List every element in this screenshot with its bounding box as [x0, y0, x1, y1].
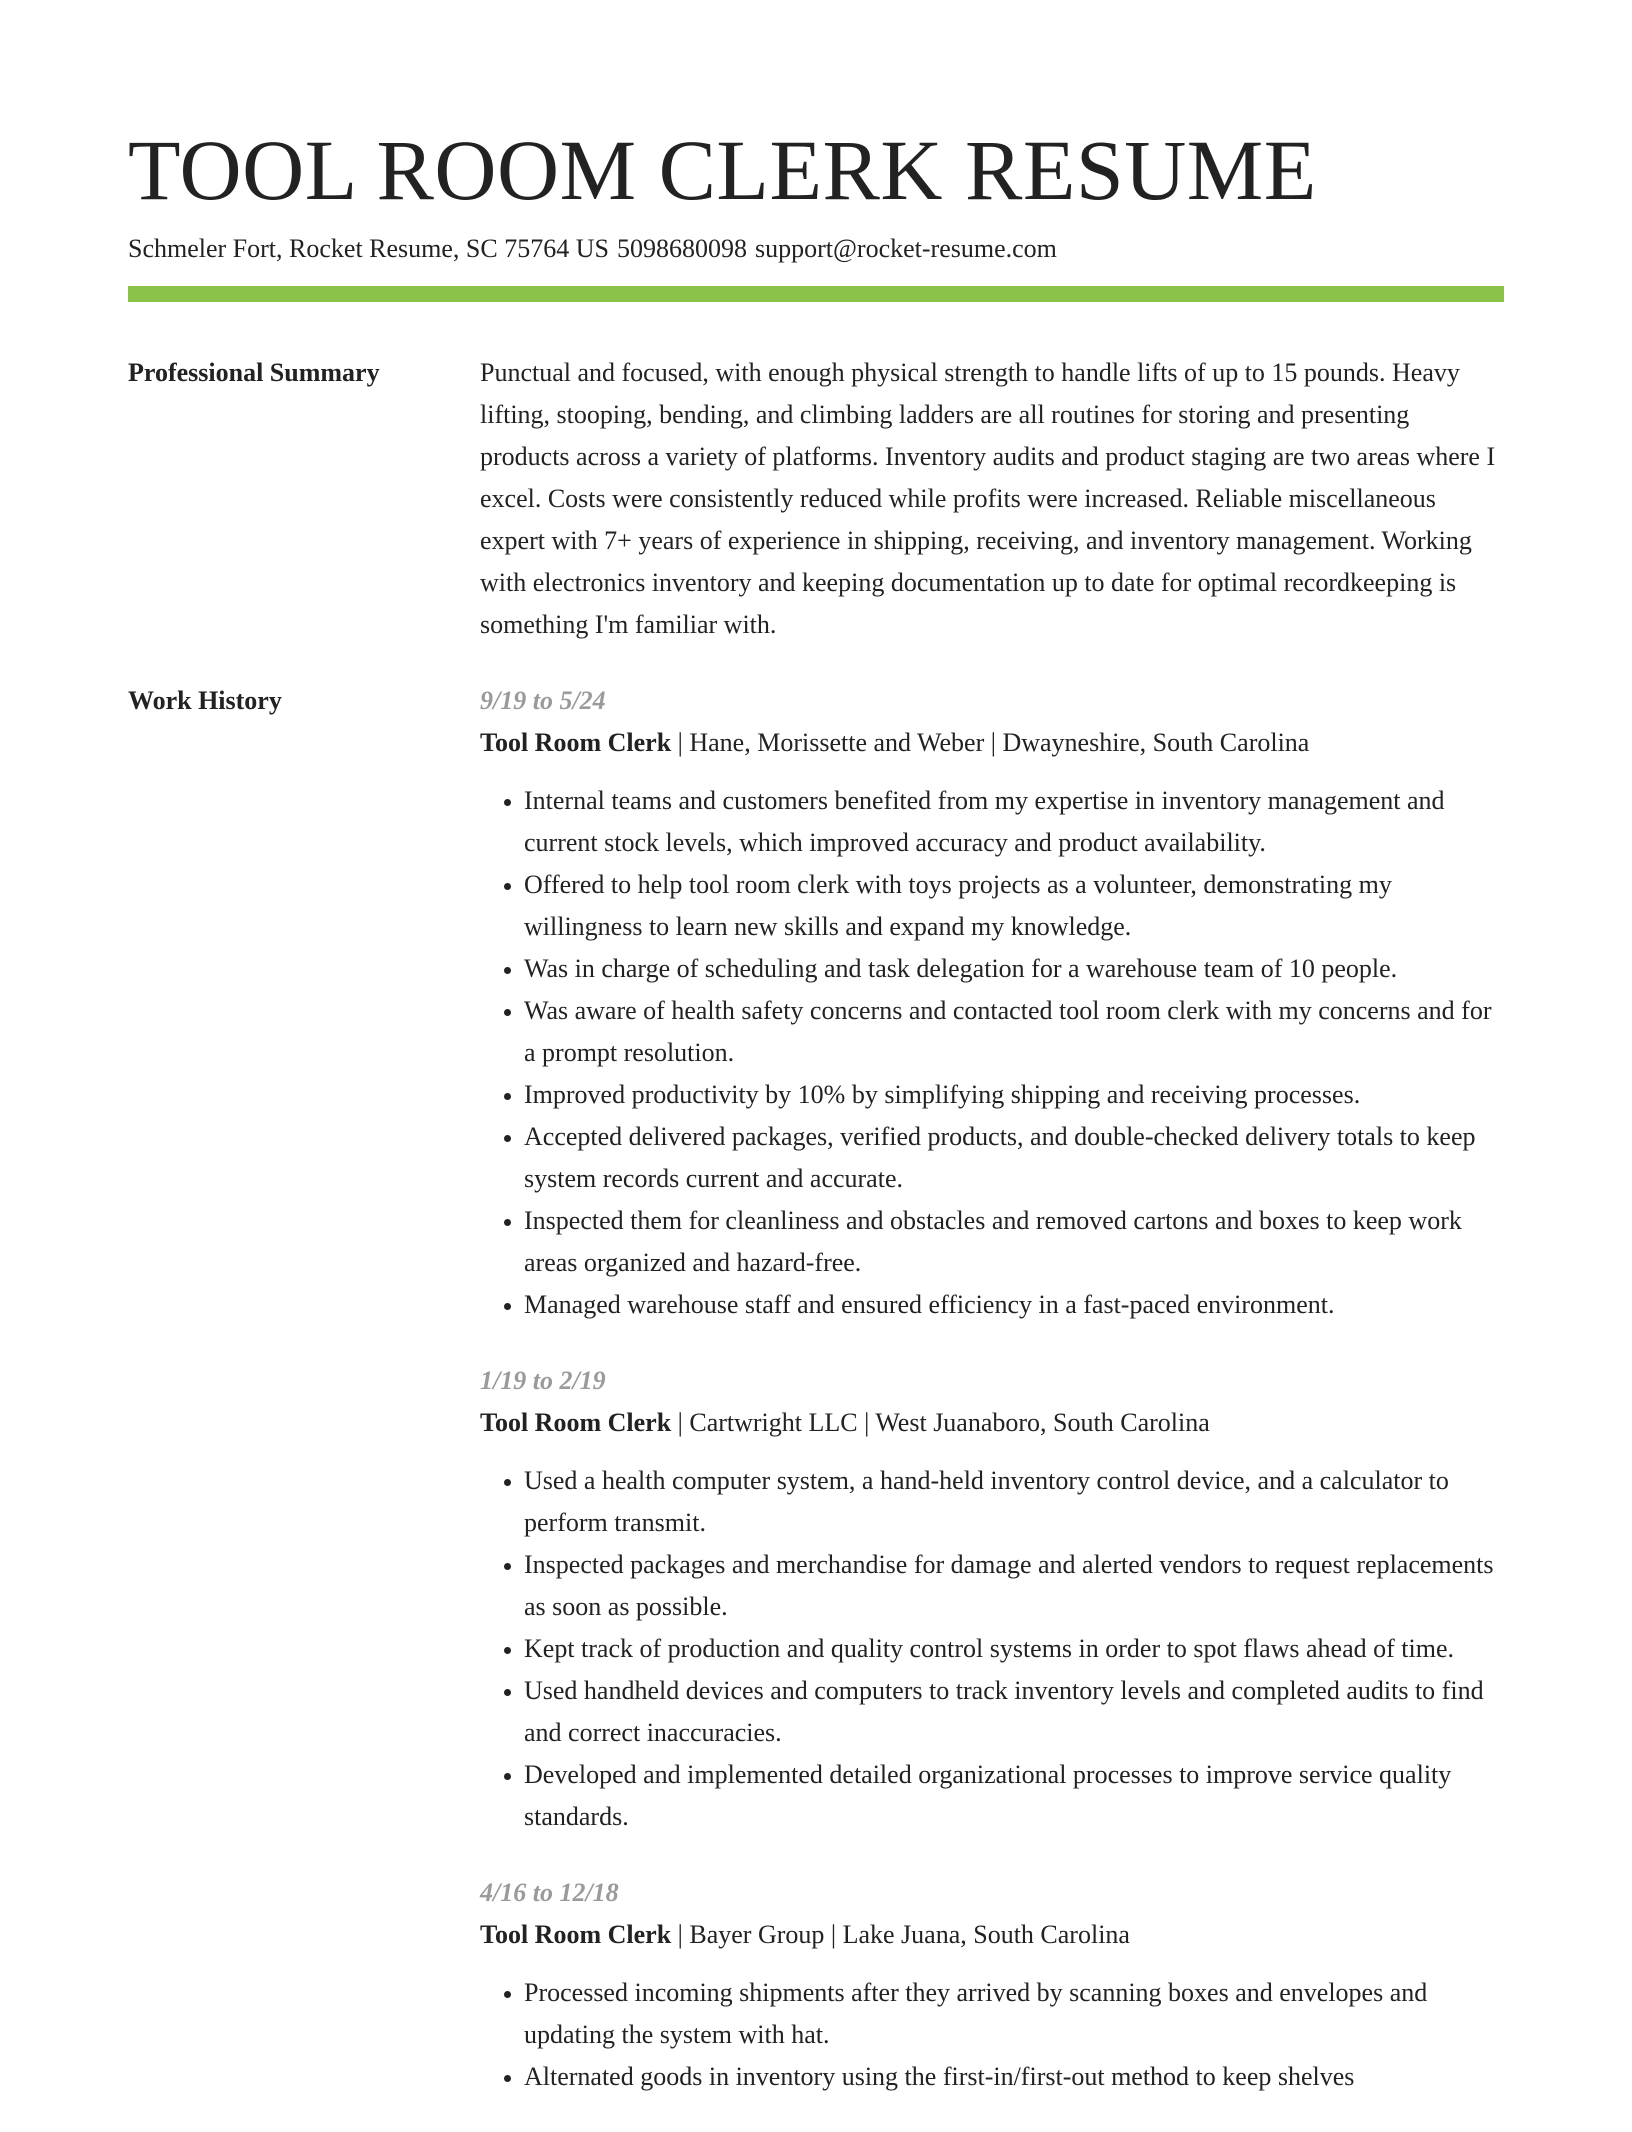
job-bullet: • Used a health computer system, a hand-held inventory control device, and a calculator to perform transmit.: [524, 1460, 1504, 1544]
summary-text: Punctual and focused, with enough physical strength to handle lifts of up to 15 pounds. Heavy lifting, stooping, bending, and climbing ladders are all routines for storing and presenting products across a variety of platforms. Inventory audits and product staging are two areas where I excel. Costs were consistently reduced while profits were increased. Reliable miscellaneous expert with 7+ years of experience in shipping, receiving, and inventory management. Working with electronics inventory and keeping documentation up to date for optimal recordkeeping is something I'm familiar with.: [480, 358, 1496, 639]
job-entry: [480, 1360, 1504, 1838]
job-dates: 4/16 to 12/18: [480, 1878, 619, 1907]
job-entry: [480, 680, 1504, 1326]
work-history-body: [480, 680, 1504, 2132]
job-bullet: • Was in charge of scheduling and task delegation for a warehouse team of 10 people.: [524, 948, 1504, 990]
accent-divider: [128, 286, 1504, 302]
job-bullet-list: [480, 1972, 1504, 2098]
job-bullet: • Managed warehouse staff and ensured efficiency in a fast-paced environment.: [524, 1284, 1504, 1326]
job-bullet: • Internal teams and customers benefited from my expertise in inventory management and current stock levels, which improved accuracy and product availability.: [524, 780, 1504, 864]
job-dates: 1/19 to 2/19: [480, 1366, 606, 1395]
job-dates: 9/19 to 5/24: [480, 686, 606, 715]
job-bullet: • Inspected packages and merchandise for damage and alerted vendors to request replacements as soon as possible.: [524, 1544, 1504, 1628]
job-bullet: • Improved productivity by 10% by simplifying shipping and receiving processes.: [524, 1074, 1504, 1116]
professional-summary-section: [128, 352, 1504, 646]
job-title: Tool Room Clerk: [480, 1408, 672, 1437]
job-bullet: • Accepted delivered packages, verified products, and double-checked delivery totals to keep system records current and accurate.: [524, 1116, 1504, 1200]
job-header-line: [480, 1402, 1504, 1444]
summary-body: [480, 352, 1504, 646]
contact-address: Schmeler Fort, Rocket Resume, SC 75764 US: [128, 234, 609, 263]
work-history-section: [128, 680, 1504, 2132]
job-bullet: • Used handheld devices and computers to track inventory levels and completed audits to find and correct inaccuracies.: [524, 1670, 1504, 1754]
job-bullet-list: [480, 780, 1504, 1326]
job-bullet: • Was aware of health safety concerns and contacted tool room clerk with my concerns and for a prompt resolution.: [524, 990, 1504, 1074]
job-header-line: [480, 722, 1504, 764]
job-company-location: | Hane, Morissette and Weber | Dwayneshire, South Carolina: [671, 728, 1310, 757]
job-bullet: • Offered to help tool room clerk with toys projects as a volunteer, demonstrating my willingness to learn new skills and expand my knowledge.: [524, 864, 1504, 948]
resume-page: [128, 120, 1504, 2132]
resume-title: TOOL ROOM CLERK RESUME: [128, 122, 1317, 218]
job-header-line: [480, 1914, 1504, 1956]
job-company-location: | Cartwright LLC | West Juanaboro, South Carolina: [671, 1408, 1210, 1437]
contact-phone: 5098680098: [616, 234, 747, 263]
job-bullet: • Inspected them for cleanliness and obstacles and removed cartons and boxes to keep work areas organized and hazard-free.: [524, 1200, 1504, 1284]
job-entry: [480, 1872, 1504, 2098]
job-title: Tool Room Clerk: [480, 1920, 672, 1949]
job-bullet: • Kept track of production and quality control systems in order to spot flaws ahead of time.: [524, 1628, 1504, 1670]
job-title: Tool Room Clerk: [480, 728, 672, 757]
job-bullet-list: [480, 1460, 1504, 1838]
job-company-location: | Bayer Group | Lake Juana, South Carolina: [671, 1920, 1130, 1949]
job-bullet: • Developed and implemented detailed organizational processes to improve service quality standards.: [524, 1754, 1504, 1838]
job-bullet: • Processed incoming shipments after they arrived by scanning boxes and envelopes and updating the system with hat.: [524, 1972, 1504, 2056]
contact-line: [128, 232, 1504, 266]
section-label-summary: Professional Summary: [128, 358, 380, 387]
job-bullet: • Alternated goods in inventory using the first-in/first-out method to keep shelves: [524, 2056, 1504, 2098]
contact-email: support@rocket-resume.com: [754, 234, 1057, 263]
section-label-work-history: Work History: [128, 686, 282, 715]
